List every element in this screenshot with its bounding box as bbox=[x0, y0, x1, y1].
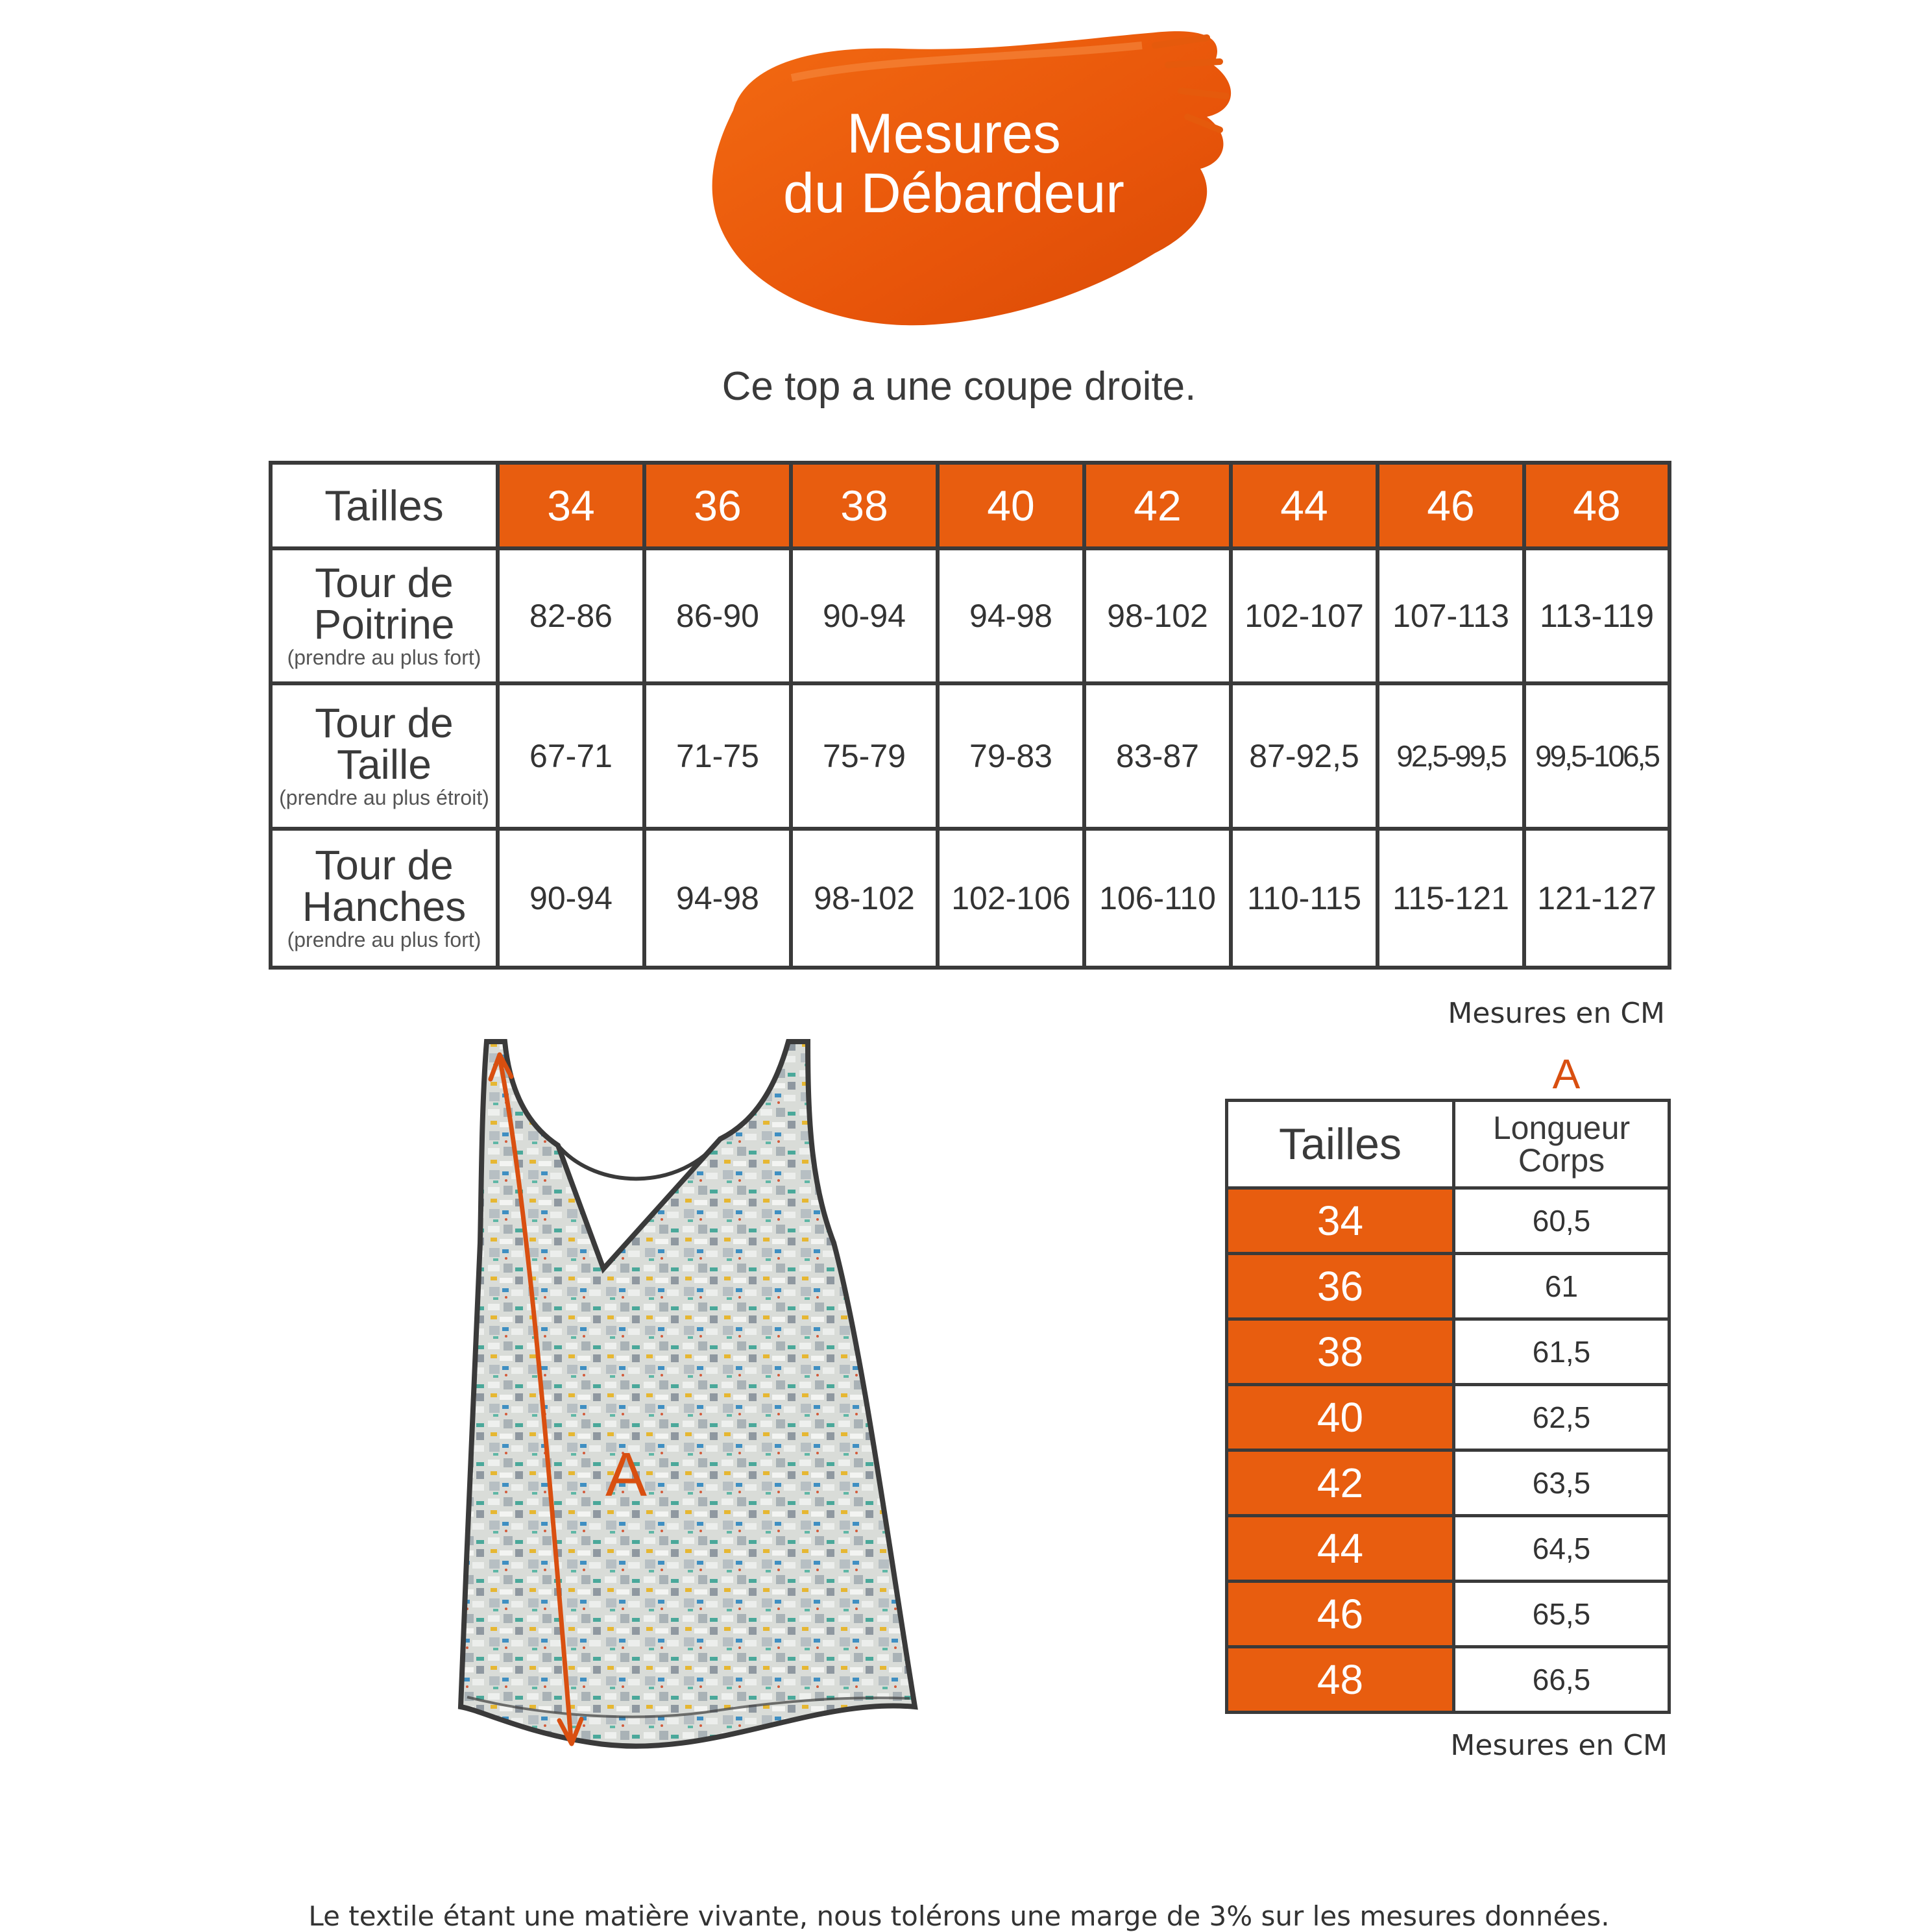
table-cell: 75-79 bbox=[791, 683, 938, 829]
size-chart-table bbox=[269, 461, 1671, 970]
table-cell: 90-94 bbox=[791, 548, 938, 683]
table-cell: 110-115 bbox=[1231, 829, 1378, 968]
size-cell: 44 bbox=[1227, 1516, 1454, 1582]
table-row-chest bbox=[271, 548, 1669, 683]
sizes-header: Tailles bbox=[271, 463, 498, 548]
length-cell: 66,5 bbox=[1454, 1647, 1669, 1713]
size-cell: 38 bbox=[1227, 1319, 1454, 1385]
table-cell: 90-94 bbox=[498, 829, 644, 968]
measure-letter-a: A bbox=[605, 1440, 648, 1510]
row-label-hips: Tour de Hanches (prendre au plus fort) bbox=[271, 829, 498, 968]
size-cell: 46 bbox=[1227, 1582, 1454, 1647]
row-label-chest: Tour de Poitrine (prendre au plus fort) bbox=[271, 548, 498, 683]
table-cell: 87-92,5 bbox=[1231, 683, 1378, 829]
table-cell: 121-127 bbox=[1524, 829, 1669, 968]
table-cell: 94-98 bbox=[644, 829, 791, 968]
table-cell: 115-121 bbox=[1378, 829, 1524, 968]
table-header-row bbox=[271, 463, 1669, 548]
table-cell: 102-106 bbox=[938, 829, 1084, 968]
size-header: 48 bbox=[1524, 463, 1669, 548]
length-body-header: Longueur Corps bbox=[1454, 1101, 1669, 1188]
table-cell: 113-119 bbox=[1524, 548, 1669, 683]
length-cell: 61 bbox=[1454, 1254, 1669, 1319]
table-row bbox=[1227, 1385, 1669, 1450]
size-cell: 34 bbox=[1227, 1188, 1454, 1254]
unit-note: Mesures en CM bbox=[1448, 997, 1665, 1030]
page-title bbox=[714, 104, 1194, 223]
row-label-waist: Tour de Taille (prendre au plus étroit) bbox=[271, 683, 498, 829]
size-header: 34 bbox=[498, 463, 644, 548]
table-cell: 67-71 bbox=[498, 683, 644, 829]
table-cell: 99,5-106,5 bbox=[1524, 683, 1669, 829]
table-cell: 94-98 bbox=[938, 548, 1084, 683]
table-cell: 102-107 bbox=[1231, 548, 1378, 683]
length-letter-label: A bbox=[1552, 1051, 1581, 1097]
table-cell: 71-75 bbox=[644, 683, 791, 829]
length-sizes-header: Tailles bbox=[1227, 1101, 1454, 1188]
table-cell: 86-90 bbox=[644, 548, 791, 683]
length-cell: 62,5 bbox=[1454, 1385, 1669, 1450]
table-cell: 106-110 bbox=[1084, 829, 1231, 968]
table-row bbox=[1227, 1647, 1669, 1713]
size-cell: 48 bbox=[1227, 1647, 1454, 1713]
table-cell: 98-102 bbox=[1084, 548, 1231, 683]
table-row bbox=[1227, 1188, 1669, 1254]
table-row bbox=[1227, 1582, 1669, 1647]
table-cell: 79-83 bbox=[938, 683, 1084, 829]
size-header: 44 bbox=[1231, 463, 1378, 548]
size-header: 38 bbox=[791, 463, 938, 548]
length-header-row bbox=[1227, 1101, 1669, 1188]
table-cell: 98-102 bbox=[791, 829, 938, 968]
length-table bbox=[1225, 1099, 1671, 1714]
length-cell: 63,5 bbox=[1454, 1450, 1669, 1516]
length-cell: 64,5 bbox=[1454, 1516, 1669, 1582]
tank-top-illustration bbox=[448, 1029, 928, 1759]
length-cell: 60,5 bbox=[1454, 1188, 1669, 1254]
size-cell: 42 bbox=[1227, 1450, 1454, 1516]
table-row bbox=[1227, 1450, 1669, 1516]
table-row bbox=[1227, 1516, 1669, 1582]
table-row bbox=[1227, 1254, 1669, 1319]
table-row bbox=[1227, 1319, 1669, 1385]
title-line-1: Mesures bbox=[847, 103, 1061, 165]
title-line-2: du Débardeur bbox=[783, 162, 1124, 225]
length-cell: 61,5 bbox=[1454, 1319, 1669, 1385]
table-cell: 83-87 bbox=[1084, 683, 1231, 829]
size-cell: 40 bbox=[1227, 1385, 1454, 1450]
subtitle: Ce top a une coupe droite. bbox=[722, 364, 1196, 409]
size-cell: 36 bbox=[1227, 1254, 1454, 1319]
table-row-hips bbox=[271, 829, 1669, 968]
table-cell: 107-113 bbox=[1378, 548, 1524, 683]
size-header: 46 bbox=[1378, 463, 1524, 548]
table-cell: 82-86 bbox=[498, 548, 644, 683]
tolerance-footnote: Le textile étant une matière vivante, nous tolérons une marge de 3% sur les mesures données. bbox=[308, 1900, 1610, 1932]
size-header: 40 bbox=[938, 463, 1084, 548]
table-cell: 92,5-99,5 bbox=[1378, 683, 1524, 829]
unit-note: Mesures en CM bbox=[1450, 1729, 1668, 1762]
size-header: 36 bbox=[644, 463, 791, 548]
table-row-waist bbox=[271, 683, 1669, 829]
size-header: 42 bbox=[1084, 463, 1231, 548]
length-cell: 65,5 bbox=[1454, 1582, 1669, 1647]
